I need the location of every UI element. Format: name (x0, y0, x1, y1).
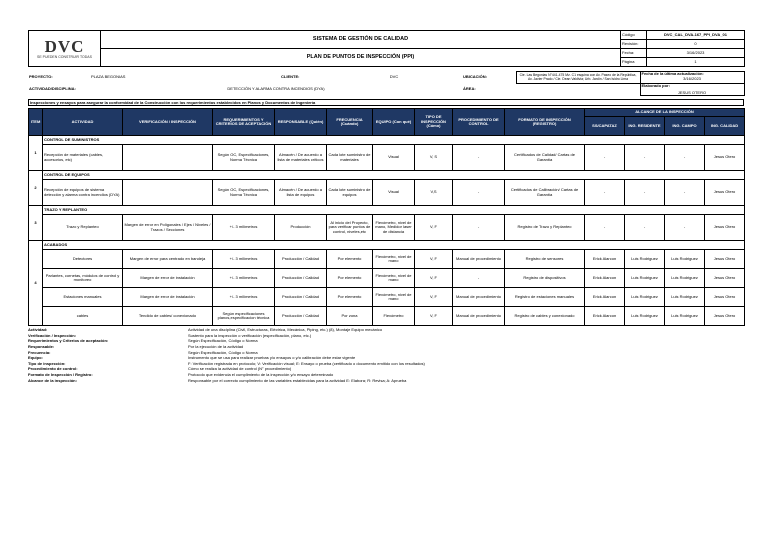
cell-procedimiento: - (453, 145, 505, 171)
cell-responsable: Almacén / De acuerdo a lista de materiales críticos (275, 145, 327, 171)
cell-frecuencia: Cada lote suministro de equipos (327, 180, 373, 206)
elaborado-value: JESUS OTERO (677, 89, 707, 95)
fecha-label: Fecha de la última actualización: (641, 71, 704, 76)
legend-label: Procedimiento de control: (28, 366, 78, 372)
cell-actividad: Recepción de equipos de sistema detección y alarma contra incendios (DYA) (43, 180, 123, 206)
cell-requerimientos: Según especificaciones planos,especificacion técnica (213, 307, 275, 326)
legend-label: Requerimientos y Criterios de aceptación: (28, 338, 109, 344)
cell-frecuencia: Por elemento (327, 288, 373, 307)
logo-mark: DVC (44, 36, 85, 56)
legend-label: Equipo: (28, 355, 43, 361)
meta-value: 0 (647, 40, 745, 49)
legend-label: Verificación / Inspección: (28, 332, 77, 338)
cell-verificacion: Tendido de cables/ conexionado (123, 307, 213, 326)
legend-label: Formato de Inspección / Registro: (28, 371, 93, 377)
legend-label: Actividad: (28, 327, 48, 333)
cell-formato: Registro de dispositivos (505, 269, 585, 288)
cell-actividad: Estaciones manuales (43, 288, 123, 307)
area-label: ÁREA: (463, 86, 476, 92)
legend-value: Sustento para la inspección o verificación (especificación, plano, etc.) (188, 332, 312, 338)
section-title: CONTROL DE SUMINISTROS (43, 136, 745, 145)
cell-requerimientos: Según OC, Especificaciones, Norma Técnica (213, 180, 275, 206)
item-number: 2 (29, 171, 43, 206)
table-row (29, 288, 745, 307)
section-header (29, 241, 745, 250)
col-tipo: TIPO DE INSPECCIÓN (Cómo) (415, 109, 453, 136)
cell-tipo: V, F (415, 250, 453, 269)
cell-formato: Registro de sensores (505, 250, 585, 269)
cell-a4: Jesus Otero (705, 250, 745, 269)
ubicacion-label: UBICACIÓN: (463, 74, 487, 80)
actividad-value: DETECCIÓN Y ALARMA CONTRA INCENDIOS (DYA) (227, 86, 325, 92)
elaborado-label: Elaborado por: (641, 83, 670, 88)
col-alc-residente: ING. RESIDENTE (625, 117, 665, 136)
cell-tipo: V, F (415, 215, 453, 241)
legend-values (188, 328, 744, 384)
elaborado-cell (640, 84, 744, 96)
section-title: CONTROL DE EQUIPOS (43, 171, 745, 180)
cell-a3: Luis Rodriguez (665, 288, 705, 307)
cliente-label: CLIENTE: (281, 74, 300, 80)
legend-label: Alcance de la inspección: (28, 377, 77, 383)
col-verificacion: VERIFICACIÓN / INSPECCIÓN (123, 109, 213, 136)
cell-actividad: Trazo y Replanteo (43, 215, 123, 241)
cell-a4: Jesus Otero (705, 269, 745, 288)
actividad-label: ACTIVIDAD/DISCIPLINA: (29, 86, 76, 92)
proyecto-label: PROYECTO: (29, 74, 53, 80)
doc-header (28, 30, 745, 67)
cell-a2: Luis Rodriguez (625, 250, 665, 269)
cell-a2: Luis Rodriguez (625, 269, 665, 288)
cell-frecuencia: Por elemento (327, 269, 373, 288)
cell-requerimientos: +/- 3 milímetros (213, 269, 275, 288)
cell-a4: Jesus Otero (705, 145, 745, 171)
cell-requerimientos: +/- 3 milímetros (213, 250, 275, 269)
table-row (29, 307, 745, 326)
legend-value: Cómo se realiza la actividad de control (N° procedimiento) (188, 366, 292, 372)
cell-a1: - (585, 215, 625, 241)
cell-procedimiento: Manual de procedimiento (453, 250, 505, 269)
inspection-body (29, 136, 745, 326)
col-requerimientos: REQUERIMIENTOS Y CRITERIOS DE ACEPTACIÓN (213, 109, 275, 136)
ubicacion-value: Cie. Las Begonias N°441-475 Mz. C1 esquina con Av. Paseo de la República, Av. Javier Prado / Cie. Dean Valdivia; Urb. Jardín / San Isidro Lima (516, 72, 640, 84)
section-header (29, 206, 745, 215)
item-number: 4 (29, 241, 43, 326)
section-header (29, 171, 745, 180)
legend-value: Según Especificación, Código o Norma (188, 338, 258, 344)
meta-value: DVC_CAL_DVA-167_PPI_DVA_01 (647, 31, 745, 40)
cell-equipo: Flexómetro, nivel de mano (373, 288, 415, 307)
cell-formato: Registro de Trazo y Replanteo (505, 215, 585, 241)
col-alc-calidad: ING. CALIDAD (705, 117, 745, 136)
cell-equipo: Flexómetro, nivel de mano, Medidor laser de distancia (373, 215, 415, 241)
cell-responsable: Producción / Calidad (275, 288, 327, 307)
cell-a2: - (625, 180, 665, 206)
cell-responsable: Producción / Calidad (275, 250, 327, 269)
col-alc-ss: SS/CAPATAZ (585, 117, 625, 136)
meta-label: Revisión: (621, 40, 647, 49)
cell-responsable: Almacén / De acuerdo a lista de equipos (275, 180, 327, 206)
cell-responsable: Producción / Calidad (275, 307, 327, 326)
table-row (29, 145, 745, 171)
intro-text: Inspecciones y ensayos para asegurar la conformidad de la Construcción con los requerimientos establecidos en Planos y Documentos de Ingeniería (28, 99, 744, 106)
col-actividad: ACTIVIDAD (43, 109, 123, 136)
fecha-value: 3/16/2023 (683, 75, 701, 81)
cell-a3: Luis Rodriguez (665, 250, 705, 269)
legend-labels (28, 328, 188, 384)
cell-verificacion (123, 145, 213, 171)
cell-equipo: Visual (373, 180, 415, 206)
fecha-cell (640, 72, 744, 84)
col-alc-campo: ING. CAMPO (665, 117, 705, 136)
cell-equipo: Flexómetro, nivel de mano (373, 269, 415, 288)
cell-a1: Erick Alarcon (585, 250, 625, 269)
cliente-value: DVC (389, 74, 399, 80)
cell-equipo: Visual (373, 145, 415, 171)
col-alcance: ALCANCE DE LA INSPECCIÓN (585, 109, 745, 117)
col-item: ITEM (29, 109, 43, 136)
cell-a1: - (585, 180, 625, 206)
cell-equipo: Flexómetro, nivel de mano (373, 250, 415, 269)
system-title: SISTEMA DE GESTIÓN DE CALIDAD (101, 31, 621, 49)
cell-a4: Jesus Otero (705, 307, 745, 326)
cell-tipo: V, S (415, 145, 453, 171)
cell-verificacion: Margen de error de instalación (123, 269, 213, 288)
cell-a2: - (625, 145, 665, 171)
cell-actividad: Detectores (43, 250, 123, 269)
cell-formato: Certificados de Calidad/ Cartas de Garantía (505, 145, 585, 171)
section-title: ACABADOS (43, 241, 745, 250)
cell-verificacion: Margen de error en Polígonales / Ejes / Niveles / Trazos / Secciones (123, 215, 213, 241)
cell-a4: Jesus Otero (705, 180, 745, 206)
project-info (28, 71, 745, 96)
cell-a3: Luis Rodriguez (665, 269, 705, 288)
logo (29, 31, 101, 67)
cell-verificacion: Margen de error de instalación (123, 288, 213, 307)
cell-tipo: V, F (415, 288, 453, 307)
cell-a3: - (665, 145, 705, 171)
cell-a3: - (665, 215, 705, 241)
col-frecuencia: FRECUENCIA (Cuándo) (327, 109, 373, 136)
legend-label: Frecuencia: (28, 349, 51, 355)
logo-tagline: SE PUEDEN CONSTRUIR TODAS (37, 54, 92, 59)
doc-title: PLAN DE PUNTOS DE INSPECCIÓN (PPI) (101, 49, 621, 67)
proyecto-value: PLAZA BEGONIAS (91, 74, 126, 80)
area-value (516, 84, 640, 96)
cell-tipo: V, F (415, 307, 453, 326)
legend-value: Por la ejecución de la actividad (188, 343, 244, 349)
table-row (29, 215, 745, 241)
meta-value: 3/16/2023 (647, 49, 745, 58)
cell-a1: Erick Alarcon (585, 288, 625, 307)
cell-equipo: Flexómetro (373, 307, 415, 326)
cell-responsable: Producción / Calidad (275, 269, 327, 288)
cell-formato: Registro de cables y conexionado (505, 307, 585, 326)
cell-a2: - (625, 215, 665, 241)
cell-actividad: Recepción de materiales (cables, accesorios, etc) (43, 145, 123, 171)
cell-a3: Luis Rodriguez (665, 307, 705, 326)
cell-requerimientos: Según OC, Especificaciones, Norma Técnica (213, 145, 275, 171)
cell-a1: - (585, 145, 625, 171)
legend-value: Actividad de una disciplina (Civil, Estructuras, Eléctrica, Mecánica, Piping, etc.) (8), Montaje Equipo mecánico (188, 327, 383, 333)
cell-actividad: cables (43, 307, 123, 326)
cell-a2: Luis Rodriguez (625, 288, 665, 307)
cell-procedimiento: - (453, 215, 505, 241)
meta-value: 1 (647, 58, 745, 67)
col-formato: FORMATO DE INSPECCIÓN (REGISTRO) (505, 109, 585, 136)
table-row (29, 269, 745, 288)
legend-value: Instrumento que se usa para realizar pruebas y/o ensayos o y/o calibración debe estar vigente (188, 355, 356, 361)
cell-a4: Jesus Otero (705, 215, 745, 241)
item-number: 3 (29, 206, 43, 241)
cell-procedimiento: - (453, 269, 505, 288)
cell-tipo: V,S (415, 180, 453, 206)
cell-tipo: V, F (415, 269, 453, 288)
col-responsable: RESPONSABLE (Quién) (275, 109, 327, 136)
cell-verificacion: Margen de error para centrado en bandeja (123, 250, 213, 269)
cell-requerimientos: +/- 3 milímetros (213, 288, 275, 307)
legend-value: F: Verificación registrada en protocolo; V: Verificación visual; E: Ensayo o prueba (certificado o documento emitido con los resultados) (188, 360, 425, 366)
cell-actividad: Parlantes, cornetas, módulos de control y monitoreo (43, 269, 123, 288)
legend-label: Tipo de inspección: (28, 360, 66, 366)
section-header (29, 136, 745, 145)
legend-label: Responsable: (28, 343, 55, 349)
section-title: TRAZO Y REPLANTEO (43, 206, 745, 215)
cell-requerimientos: +/- 3 milímetros (213, 215, 275, 241)
cell-a2: Luis Rodriguez (625, 307, 665, 326)
item-number: 1 (29, 136, 43, 171)
cell-frecuencia: Por zona (327, 307, 373, 326)
cell-verificacion (123, 180, 213, 206)
cell-a1: Erick Alarcon (585, 307, 625, 326)
legend-value: Según Especificación, Código o Norma (188, 349, 258, 355)
meta-label: Página (621, 58, 647, 67)
cell-formato: Registro de estaciones manuales (505, 288, 585, 307)
cell-procedimiento: Manual de procedimiento (453, 288, 505, 307)
cell-a3: - (665, 180, 705, 206)
table-row (29, 250, 745, 269)
col-procedimiento: PROCEDIMIENTO DE CONTROL (453, 109, 505, 136)
cell-responsable: Producción (275, 215, 327, 241)
table-row (29, 180, 745, 206)
legend-value: Protocolo que evidencia el cumplimiento de la inspección y/o ensayo determinado (188, 371, 334, 377)
cell-procedimiento: - (453, 180, 505, 206)
cell-a4: Jesus Otero (705, 288, 745, 307)
ppi-sheet (28, 30, 744, 384)
legend-value: Responsable por el correcto cumplimiento de las variables establecidas para la actividad E: Elabora; R: Revisa; A: Aprueba (188, 377, 407, 383)
cell-procedimiento: Manual de procedimiento (453, 307, 505, 326)
cell-a1: Erick Alarcon (585, 269, 625, 288)
cell-frecuencia: Por elemento (327, 250, 373, 269)
legend (28, 328, 744, 384)
meta-label: Código (621, 31, 647, 40)
cell-formato: Certificados de Calibración/ Cartas de Garantía (505, 180, 585, 206)
cell-frecuencia: Al inicio del Proyecto, para verificar puntos de control, niveles,etc (327, 215, 373, 241)
col-equipo: EQUIPO (Con qué) (373, 109, 415, 136)
cell-frecuencia: Cada lote suministro de materiales (327, 145, 373, 171)
meta-label: Fecha: (621, 49, 647, 58)
inspection-table (28, 108, 745, 326)
